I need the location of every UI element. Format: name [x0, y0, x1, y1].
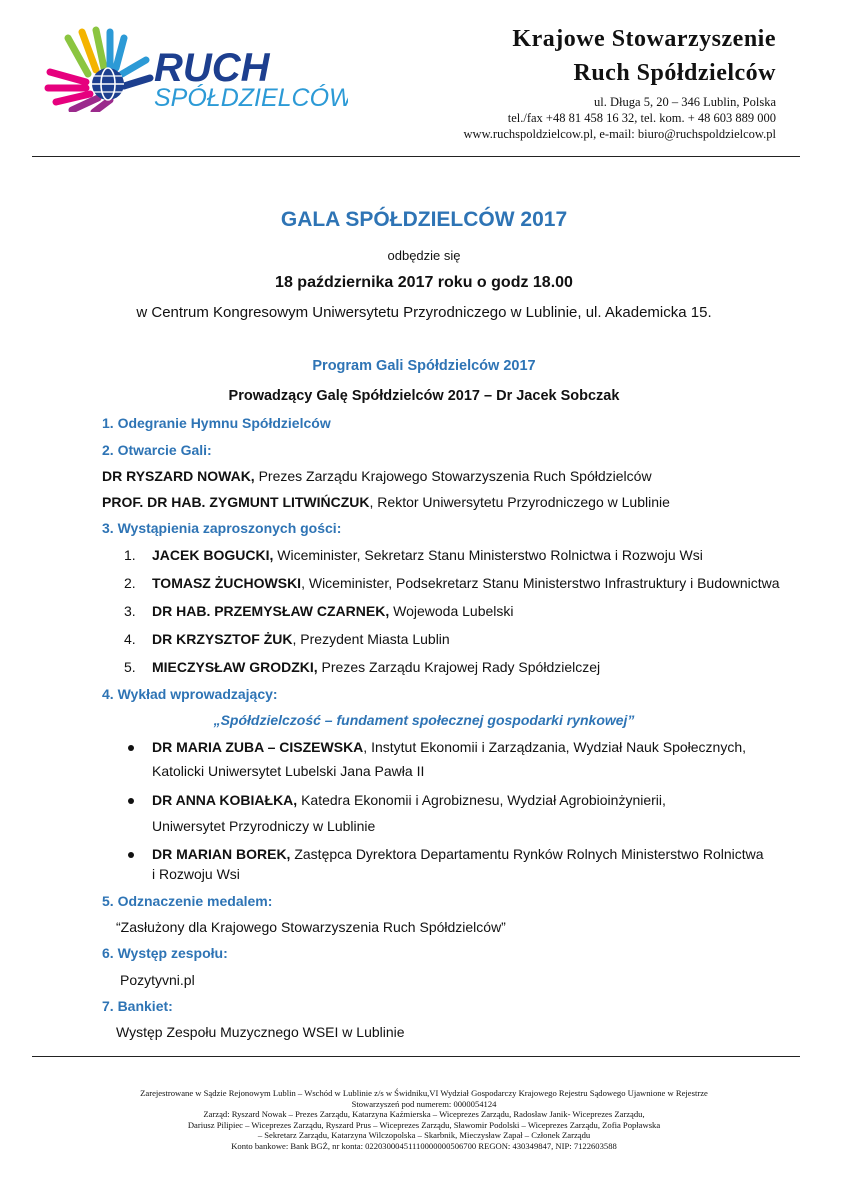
- program-heading: Program Gali Spółdzielców 2017: [312, 358, 536, 374]
- org-name-line-2: Ruch Spółdzielców: [573, 60, 776, 86]
- lecture-speaker-1: [152, 739, 746, 755]
- footer-line: Zarejestrowane w Sądzie Rejonowym Lublin – Wschód w Lublinie z/s w Świdniku,VI Wydział Gospodarczy Krajowego Rejestru Sądowego Ujawnione w Rejestrze: [140, 1088, 708, 1098]
- guest-number: 3.: [124, 603, 136, 619]
- speaker-name: PROF. DR HAB. ZYGMUNT LITWIŃCZUK: [102, 494, 370, 510]
- lecture-speaker-3-line-2: i Rozwoju Wsi: [152, 866, 240, 882]
- guest-name: DR HAB. PRZEMYSŁAW CZARNEK,: [152, 603, 390, 619]
- band-name: Pozytyvni.pl: [120, 972, 195, 988]
- opening-speaker-2: [102, 494, 670, 510]
- org-phones: tel./fax +48 81 458 16 32, tel. kom. + 48 603 889 000: [507, 111, 776, 125]
- lecture-speaker-2-line-2: Uniwersytet Przyrodniczy w Lublinie: [152, 818, 376, 834]
- guest-number: 2.: [124, 575, 136, 591]
- gala-title: GALA SPÓŁDZIELCÓW 2017: [280, 208, 568, 231]
- gala-subtitle: odbędzie się: [387, 248, 461, 263]
- speaker-role: Prezes Zarządu Krajowego Stowarzyszenia Ruch Spółdzielców: [254, 468, 652, 484]
- speaker-role: , Rektor Uniwersytetu Przyrodniczego w Lublinie: [369, 494, 670, 510]
- speaker-name: DR MARIA ZUBA – CISZEWSKA: [152, 739, 364, 755]
- logo-text-ruch: RUCH: [154, 46, 270, 90]
- speaker-affiliation: Katedra Ekonomii i Agrobiznesu, Wydział Agrobioinżynierii,: [297, 792, 666, 808]
- bullet-icon: [128, 852, 134, 858]
- guest-number: 1.: [124, 547, 136, 563]
- gala-venue: w Centrum Kongresowym Uniwersytetu Przyrodniczego w Lublinie, ul. Akademicka 15.: [136, 304, 712, 321]
- gala-date: 18 października 2017 roku o godz 18.00: [275, 274, 573, 291]
- guest-item-5: [152, 659, 600, 675]
- medal-name: “Zasłużony dla Krajowego Stowarzyszenia Ruch Spółdzielców”: [116, 919, 506, 935]
- logo-text-spoldzielcow: SPÓŁDZIELCÓW: [154, 84, 348, 112]
- org-name-line-1: Krajowe Stowarzyszenie: [512, 26, 776, 52]
- org-web-email: www.ruchspoldzielcow.pl, e-mail: biuro@ruchspoldzielcow.pl: [463, 127, 776, 141]
- bullet-icon: [128, 798, 134, 804]
- guest-name: TOMASZ ŻUCHOWSKI: [152, 575, 302, 591]
- lecture-title: „Spółdzielczość – fundament społecznej gospodarki rynkowej”: [213, 712, 635, 728]
- footer-line: Konto bankowe: Bank BGŻ, nr konta: 02203000451110000000506700 REGON: 430349847, NIP: 7122603588: [231, 1140, 617, 1151]
- section-6-heading: 6. Występ zespołu:: [102, 945, 228, 961]
- section-1-heading: 1. Odegranie Hymnu Spółdzielców: [102, 415, 331, 431]
- footer-line: Stowarzyszeń pod numerem: 0000054124: [351, 1098, 497, 1109]
- program-host: Prowadzący Galę Spółdzielców 2017 – Dr Jacek Sobczak: [228, 388, 620, 404]
- org-address: ul. Długa 5, 20 – 346 Lublin, Polska: [594, 95, 776, 109]
- guest-name: DR KRZYSZTOF ŻUK: [152, 631, 293, 647]
- speaker-name: DR MARIAN BOREK,: [152, 846, 291, 862]
- guest-number: 5.: [124, 659, 136, 675]
- guest-role: Prezes Zarządu Krajowej Rady Spółdzielczej: [317, 659, 601, 675]
- logo-hands-graphic: [38, 26, 348, 112]
- footer-line: – Sekretarz Zarządu, Katarzyna Wilczopolska – Skarbnik, Mieczysław Zapał – Członek Zarządu: [257, 1130, 591, 1141]
- footer-registration: [0, 1088, 848, 1152]
- speaker-affiliation: , Instytut Ekonomii i Zarządzania, Wydział Nauk Społecznych,: [363, 739, 746, 755]
- guest-role: , Wiceminister, Podsekretarz Stanu Ministerstwo Infrastruktury i Budownictwa: [301, 575, 780, 591]
- guest-item-4: [152, 631, 450, 647]
- guest-item-3: [152, 603, 514, 619]
- section-4-heading: 4. Wykład wprowadzający:: [102, 686, 278, 702]
- footer-line: Zarząd: Ryszard Nowak – Prezes Zarządu, Katarzyna Kaźmierska – Wiceprezes Zarządu, Radosław Janik- Wiceprezes Zarządu,: [203, 1109, 645, 1120]
- speaker-affiliation: Zastępca Dyrektora Departamentu Rynków Rolnych Ministerstwo Rolnictwa: [290, 846, 764, 862]
- opening-speaker-1: [102, 468, 652, 484]
- guest-role: Wiceminister, Sekretarz Stanu Ministerstwo Rolnictwa i Rozwoju Wsi: [273, 547, 703, 563]
- bullet-icon: [128, 745, 134, 751]
- guest-role: , Prezydent Miasta Lublin: [292, 631, 450, 647]
- section-2-heading: 2. Otwarcie Gali:: [102, 442, 212, 458]
- banquet-description: Występ Zespołu Muzycznego WSEI w Lublinie: [116, 1024, 405, 1040]
- header-divider: [32, 156, 800, 157]
- guest-role: Wojewoda Lubelski: [389, 603, 514, 619]
- speaker-name: DR ANNA KOBIAŁKA,: [152, 792, 298, 808]
- footer-divider: [32, 1056, 800, 1057]
- section-5-heading: 5. Odznaczenie medalem:: [102, 893, 273, 909]
- ruch-spoldzielcow-logo: [38, 26, 348, 112]
- guest-name: JACEK BOGUCKI,: [152, 547, 274, 563]
- lecture-speaker-2: [152, 792, 666, 808]
- guest-item-1: [152, 547, 703, 563]
- guest-item-2: [152, 575, 780, 591]
- section-7-heading: 7. Bankiet:: [102, 998, 173, 1014]
- guest-number: 4.: [124, 631, 136, 647]
- lecture-speaker-1-line-2: Katolicki Uniwersytet Lubelski Jana Pawła II: [152, 763, 425, 779]
- footer-line: Dariusz Pilipiec – Wiceprezes Zarządu, Ryszard Prus – Wiceprezes Zarządu, Sławomir Podolski – Wiceprezes Zarządu, Zofia Popławska: [187, 1119, 661, 1130]
- lecture-speaker-3: [152, 846, 764, 862]
- speaker-name: DR RYSZARD NOWAK,: [102, 468, 255, 484]
- section-3-heading: 3. Wystąpienia zaproszonych gości:: [102, 520, 342, 536]
- guest-name: MIECZYSŁAW GRODZKI,: [152, 659, 318, 675]
